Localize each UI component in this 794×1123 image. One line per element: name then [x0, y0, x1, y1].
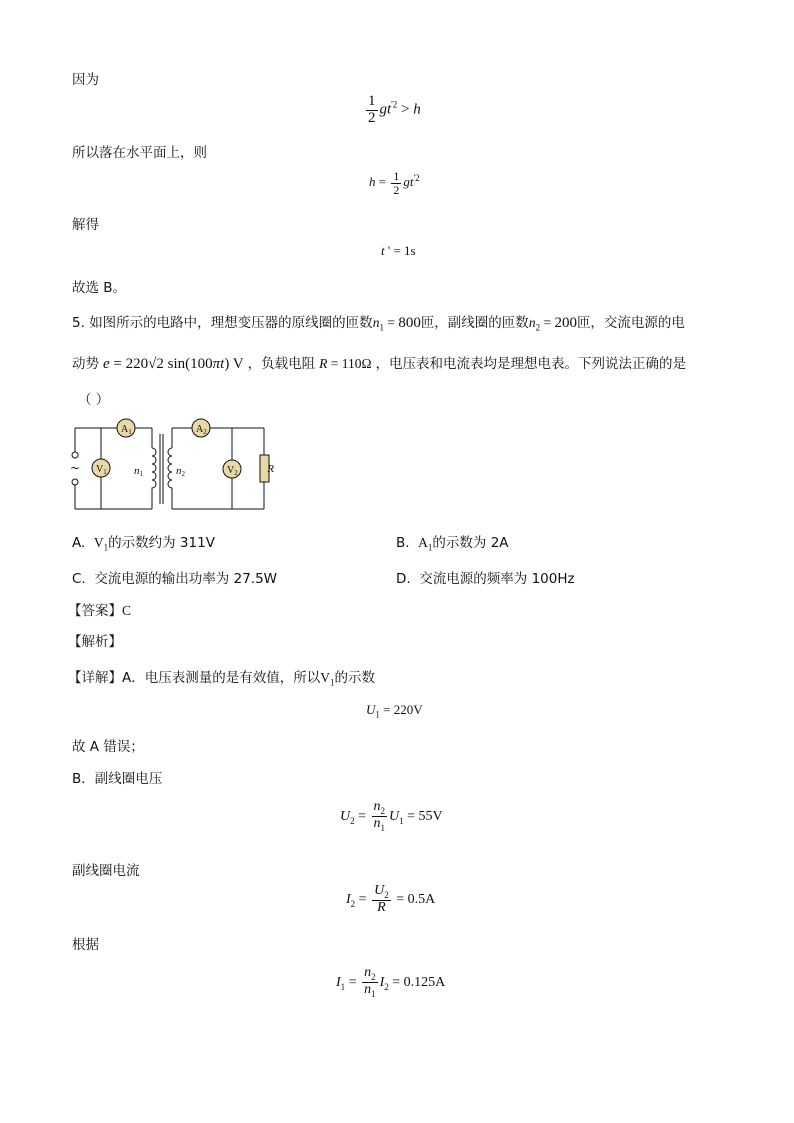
so-land-text: 所以落在水平面上，则 [72, 145, 207, 161]
question-line-1: 5. 如图所示的电路中，理想变压器的原线圈的匝数$n_1 = 800$匝，副线圈的匝数$n_2 = 200$匝，交流电源的电 [72, 315, 685, 333]
option-c[interactable]: C. 交流电源的输出功率为 27.5W [72, 571, 278, 587]
secondary-current-text: 副线圈电流 [72, 863, 140, 879]
svg-text:A2: $A_2$ [196, 424, 207, 436]
equation-i2: $I_2$ = $\frac{U_2}{R}$ = 0.5A [346, 883, 436, 916]
detail-line: 【详解】A．电压表测量的是有效值，所以$V_1$的示数 [68, 670, 375, 688]
solve-text: 解得 [72, 217, 99, 233]
a-wrong-text: 故 A 错误； [72, 739, 144, 755]
option-b[interactable]: B. $A_1$的示数为 2A [396, 535, 509, 553]
svg-text:V1: $V_1$ [96, 464, 107, 476]
equation-h: h = $\frac{1}{2}$ $gt^{'2}$ [369, 169, 420, 197]
svg-text:V2: $V_2$ [227, 465, 238, 477]
equation-u1: $U_1 = 220V$ [366, 702, 423, 720]
equation-i1: $I_1$ = $\frac{n_2}{n_1}$ $I_2 = 0.125A$ [336, 965, 446, 1000]
equation-fall-ineq: $\frac{1}{2}$ $gt^{'2} > h$ [368, 93, 421, 126]
answer-line: 【答案】C [68, 603, 132, 619]
question-line-2: 动势 e = 220√2 sin(100πt) V ，负载电阻 R = 110Ω ，电压表和电流表均是理想电表。下列说法正确的是 [72, 356, 687, 372]
basis-text: 根据 [72, 937, 99, 953]
equation-t: t ' = 1s [381, 243, 416, 258]
voltmeter-v1 [92, 459, 110, 477]
equation-u2: $U_2$ = $\frac{n_2}{n_1}$ $U_1 = 55V$ [340, 799, 443, 834]
label-n1: n1 [134, 465, 143, 478]
option-a[interactable]: A. $V_1$的示数约为 311V [72, 535, 215, 553]
b-secondary-voltage-text: B．副线圈电压 [72, 771, 163, 787]
svg-text:A1: $A_1$ [121, 424, 132, 436]
option-d[interactable]: D. 交流电源的频率为 100Hz [396, 571, 575, 587]
analysis-heading: 【解析】 [68, 634, 122, 650]
ammeter-a1 [117, 419, 135, 437]
voltmeter-v2 [223, 460, 241, 478]
ammeter-a2 [192, 419, 210, 437]
answer-parentheses: （ ） [78, 392, 110, 408]
ac-source-symbol: ~ [70, 461, 81, 475]
label-r: R [267, 463, 274, 475]
transformer-circuit-diagram [66, 414, 276, 520]
label-n2: n2 [176, 465, 185, 478]
because-text: 因为 [72, 72, 99, 88]
question-number: 5. [72, 315, 85, 331]
choose-b-text: 故选 B。 [72, 280, 127, 296]
